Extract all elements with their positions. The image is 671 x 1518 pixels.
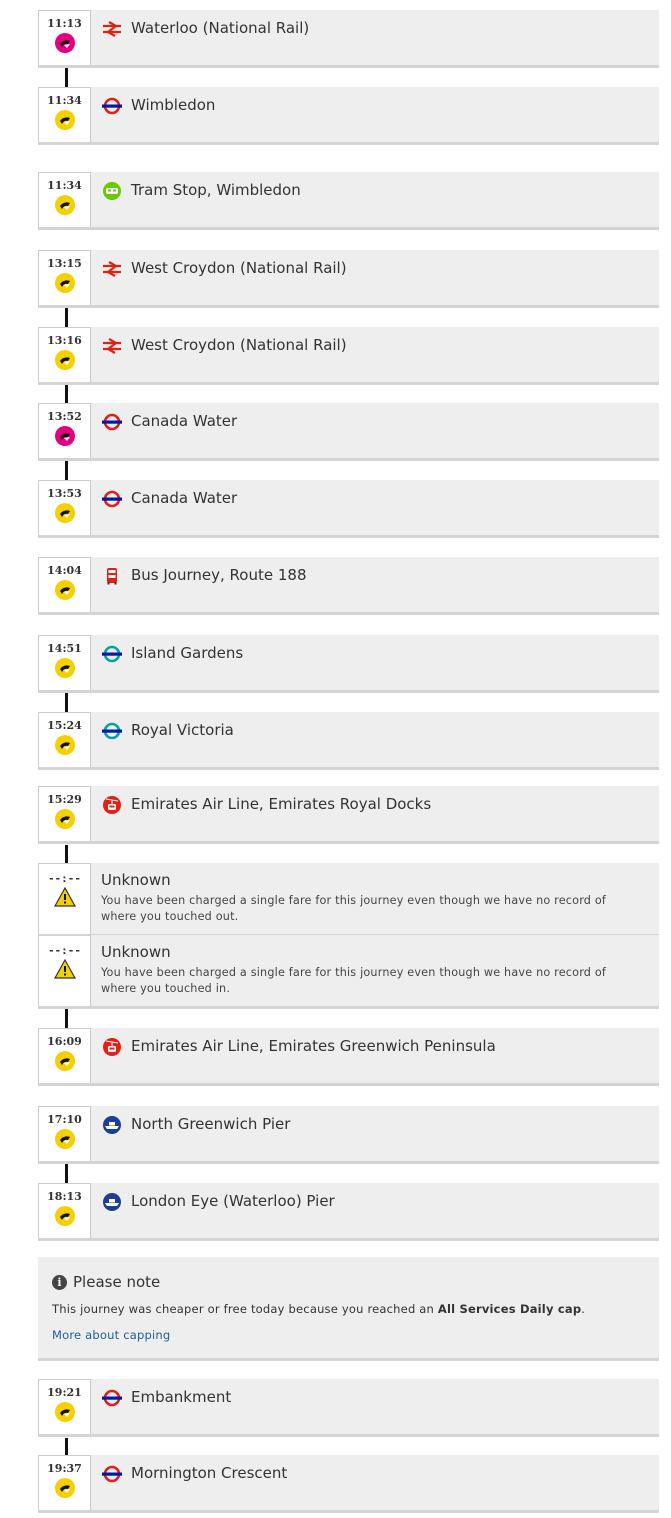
time-box [38, 172, 91, 227]
tap-time: 18:13 [47, 1190, 82, 1203]
cap-name: All Services Daily cap [437, 1302, 582, 1316]
time-box [38, 480, 91, 535]
journey-row[interactable] [38, 480, 659, 538]
stop-name: North Greenwich Pier [131, 1115, 291, 1133]
tap-time: 17:10 [47, 1113, 82, 1126]
note-text-start: This journey was cheaper or free today because you reached an [52, 1302, 438, 1316]
stop-name: Embankment [131, 1388, 232, 1406]
national-rail-icon [101, 20, 123, 38]
time-box [38, 786, 91, 841]
bus-icon [101, 567, 123, 585]
underground-roundel-icon [101, 97, 123, 115]
note-title: Please note [73, 1273, 161, 1291]
unknown-journeys-block [38, 863, 659, 1009]
journey-row[interactable] [38, 172, 659, 230]
timeline-connector [65, 845, 68, 863]
tap-out-icon [55, 580, 75, 600]
journey-row[interactable] [38, 1183, 659, 1241]
stop-name: Tram Stop, Wimbledon [131, 181, 301, 199]
tap-out-icon [55, 735, 75, 755]
stop-name: Island Gardens [131, 644, 244, 662]
journey-row[interactable] [38, 250, 659, 308]
timeline-connector [65, 460, 68, 480]
unknown-description: You have been charged a single fare for this journey even though we have no record of where you touched out. [101, 894, 607, 923]
tap-time: 14:51 [47, 642, 82, 655]
journey-row[interactable] [38, 10, 659, 68]
journey-row[interactable] [38, 712, 659, 770]
tap-out-icon [55, 1478, 75, 1498]
tap-time: 11:34 [47, 94, 82, 107]
tap-out-icon [55, 1129, 75, 1149]
stop-name: Wimbledon [131, 96, 216, 114]
tram-icon [101, 182, 123, 200]
time-box [38, 250, 91, 305]
tap-out-icon [55, 1402, 75, 1422]
time-box [38, 10, 91, 65]
note-heading [52, 1273, 160, 1291]
underground-roundel-icon [101, 1465, 123, 1483]
unknown-time: --:-- [47, 872, 82, 885]
cable-car-icon [101, 796, 123, 814]
time-box [38, 403, 91, 458]
stop-name: West Croydon (National Rail) [131, 336, 347, 354]
tap-time: 13:52 [47, 410, 82, 423]
time-box [38, 1183, 91, 1238]
timeline-connector [65, 1009, 68, 1028]
underground-roundel-icon [101, 490, 123, 508]
unknown-journey-row[interactable] [91, 863, 659, 934]
tap-time: 13:15 [47, 257, 82, 270]
stop-name: West Croydon (National Rail) [131, 259, 347, 277]
journey-row[interactable] [38, 1379, 659, 1437]
stop-name: London Eye (Waterloo) Pier [131, 1192, 335, 1210]
tap-out-icon [55, 1051, 75, 1071]
journey-row[interactable] [38, 1106, 659, 1164]
note-text-end: . [581, 1302, 586, 1316]
time-box [38, 557, 91, 612]
journey-row[interactable] [38, 1028, 659, 1086]
tap-time: 11:13 [47, 17, 82, 30]
tap-in-icon [55, 426, 75, 446]
timeline-connector [65, 68, 68, 87]
underground-roundel-icon [101, 413, 123, 431]
unknown-journey-row[interactable] [91, 935, 659, 1006]
unknown-time: --:-- [47, 944, 82, 957]
warning-icon [54, 887, 76, 907]
tap-out-icon [55, 809, 75, 829]
time-box [38, 1106, 91, 1161]
journey-row[interactable] [38, 786, 659, 844]
tap-time: 13:53 [47, 487, 82, 500]
journey-row[interactable] [38, 557, 659, 615]
journey-row[interactable] [38, 1455, 659, 1513]
river-boat-icon [101, 1116, 123, 1134]
river-boat-icon [101, 1193, 123, 1211]
time-box [38, 1455, 91, 1510]
tap-time: 14:04 [47, 564, 82, 577]
stop-name: Emirates Air Line, Emirates Royal Docks [131, 795, 432, 813]
journey-row[interactable] [38, 87, 659, 145]
tap-out-icon [55, 273, 75, 293]
stop-name: Canada Water [131, 412, 238, 430]
info-icon: i [52, 1275, 67, 1290]
national-rail-icon [101, 337, 123, 355]
timeline-connector [65, 383, 68, 403]
national-rail-icon [101, 260, 123, 278]
timeline-connector [65, 306, 68, 327]
tap-out-icon [55, 658, 75, 678]
tap-out-icon [55, 110, 75, 130]
stop-name: Waterloo (National Rail) [131, 19, 310, 37]
stop-name: Bus Journey, Route 188 [131, 566, 307, 584]
stop-name: Mornington Crescent [131, 1464, 288, 1482]
tap-time: 15:24 [47, 719, 82, 732]
tap-time: 11:34 [47, 179, 82, 192]
warning-icon [54, 959, 76, 979]
tap-out-icon [55, 195, 75, 215]
time-box [38, 1028, 91, 1083]
tap-time: 15:29 [47, 793, 82, 806]
stop-name: Emirates Air Line, Emirates Greenwich Peninsula [131, 1037, 496, 1055]
stop-name: Canada Water [131, 489, 238, 507]
timeline-connector [65, 691, 68, 712]
tap-out-icon [55, 1206, 75, 1226]
journey-row[interactable] [38, 327, 659, 385]
timeline-connector [65, 1438, 68, 1455]
unknown-title: Unknown [101, 943, 171, 961]
timeline-connector [65, 1164, 68, 1183]
tap-time: 13:16 [47, 334, 82, 347]
time-box [38, 712, 91, 767]
tap-out-icon [55, 503, 75, 523]
tap-time: 16:09 [47, 1035, 82, 1048]
tap-out-icon [55, 350, 75, 370]
scroll-artifact [131, 152, 191, 156]
underground-roundel-icon [101, 1389, 123, 1407]
unknown-title: Unknown [101, 871, 171, 889]
more-about-capping-link[interactable]: More about capping [52, 1328, 171, 1342]
stop-name: Royal Victoria [131, 721, 234, 739]
tap-in-icon [55, 33, 75, 53]
note-text [52, 1302, 585, 1316]
cable-car-icon [101, 1038, 123, 1056]
tap-time: 19:21 [47, 1386, 82, 1399]
time-box [38, 327, 91, 382]
tap-time: 19:37 [47, 1462, 82, 1475]
journey-row[interactable] [38, 635, 659, 693]
time-box [38, 1379, 91, 1434]
please-note-panel [38, 1257, 659, 1361]
journey-row[interactable] [38, 403, 659, 461]
unknown-description: You have been charged a single fare for this journey even though we have no record of where you touched in. [101, 966, 607, 995]
time-box [38, 635, 91, 690]
dlr-roundel-icon [101, 722, 123, 740]
dlr-roundel-icon [101, 645, 123, 663]
time-box [38, 87, 91, 142]
